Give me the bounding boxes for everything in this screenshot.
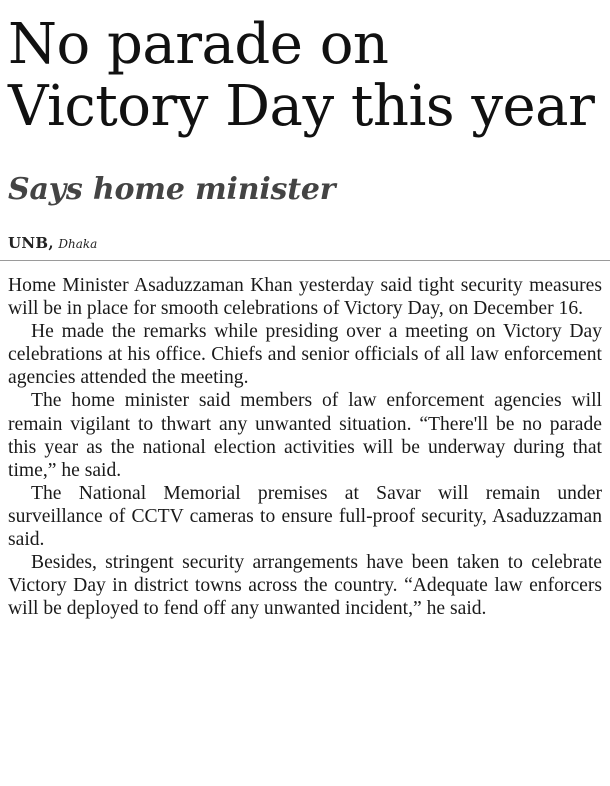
subheadline: Says home minister bbox=[8, 172, 336, 207]
article-paragraph: He made the remarks while presiding over a meeting on Victory Day celebrations at his office. Chiefs and senior officials of all law enforcement agencies attended the meeting. bbox=[8, 321, 602, 389]
byline-place: Dhaka bbox=[58, 237, 98, 251]
byline-divider bbox=[0, 260, 610, 261]
article-paragraph: Home Minister Asaduzzaman Khan yesterday said tight security measures will be in place for smooth celebrations of Victory Day, on December 16. bbox=[8, 275, 602, 320]
byline bbox=[8, 234, 97, 253]
article-body bbox=[8, 274, 602, 620]
byline-agency: UNB, bbox=[8, 234, 54, 252]
headline: No parade on Victory Day this year bbox=[8, 12, 595, 139]
article-paragraph: The home minister said members of law enforcement agencies will remain vigilant to thwart any unwanted situation. “There'll be no parade this year as the national election activities will be underway during that time,” he said. bbox=[8, 390, 602, 481]
article-paragraph: The National Memorial premises at Savar will remain under surveillance of CCTV cameras to ensure full-proof security, Asaduzzaman said. bbox=[8, 482, 602, 551]
article-paragraph: Besides, stringent security arrangements have been taken to celebrate Victory Day in district towns across the country. “Adequate law enforcers will be deployed to fend off any unwanted incident,” he said. bbox=[8, 552, 602, 620]
